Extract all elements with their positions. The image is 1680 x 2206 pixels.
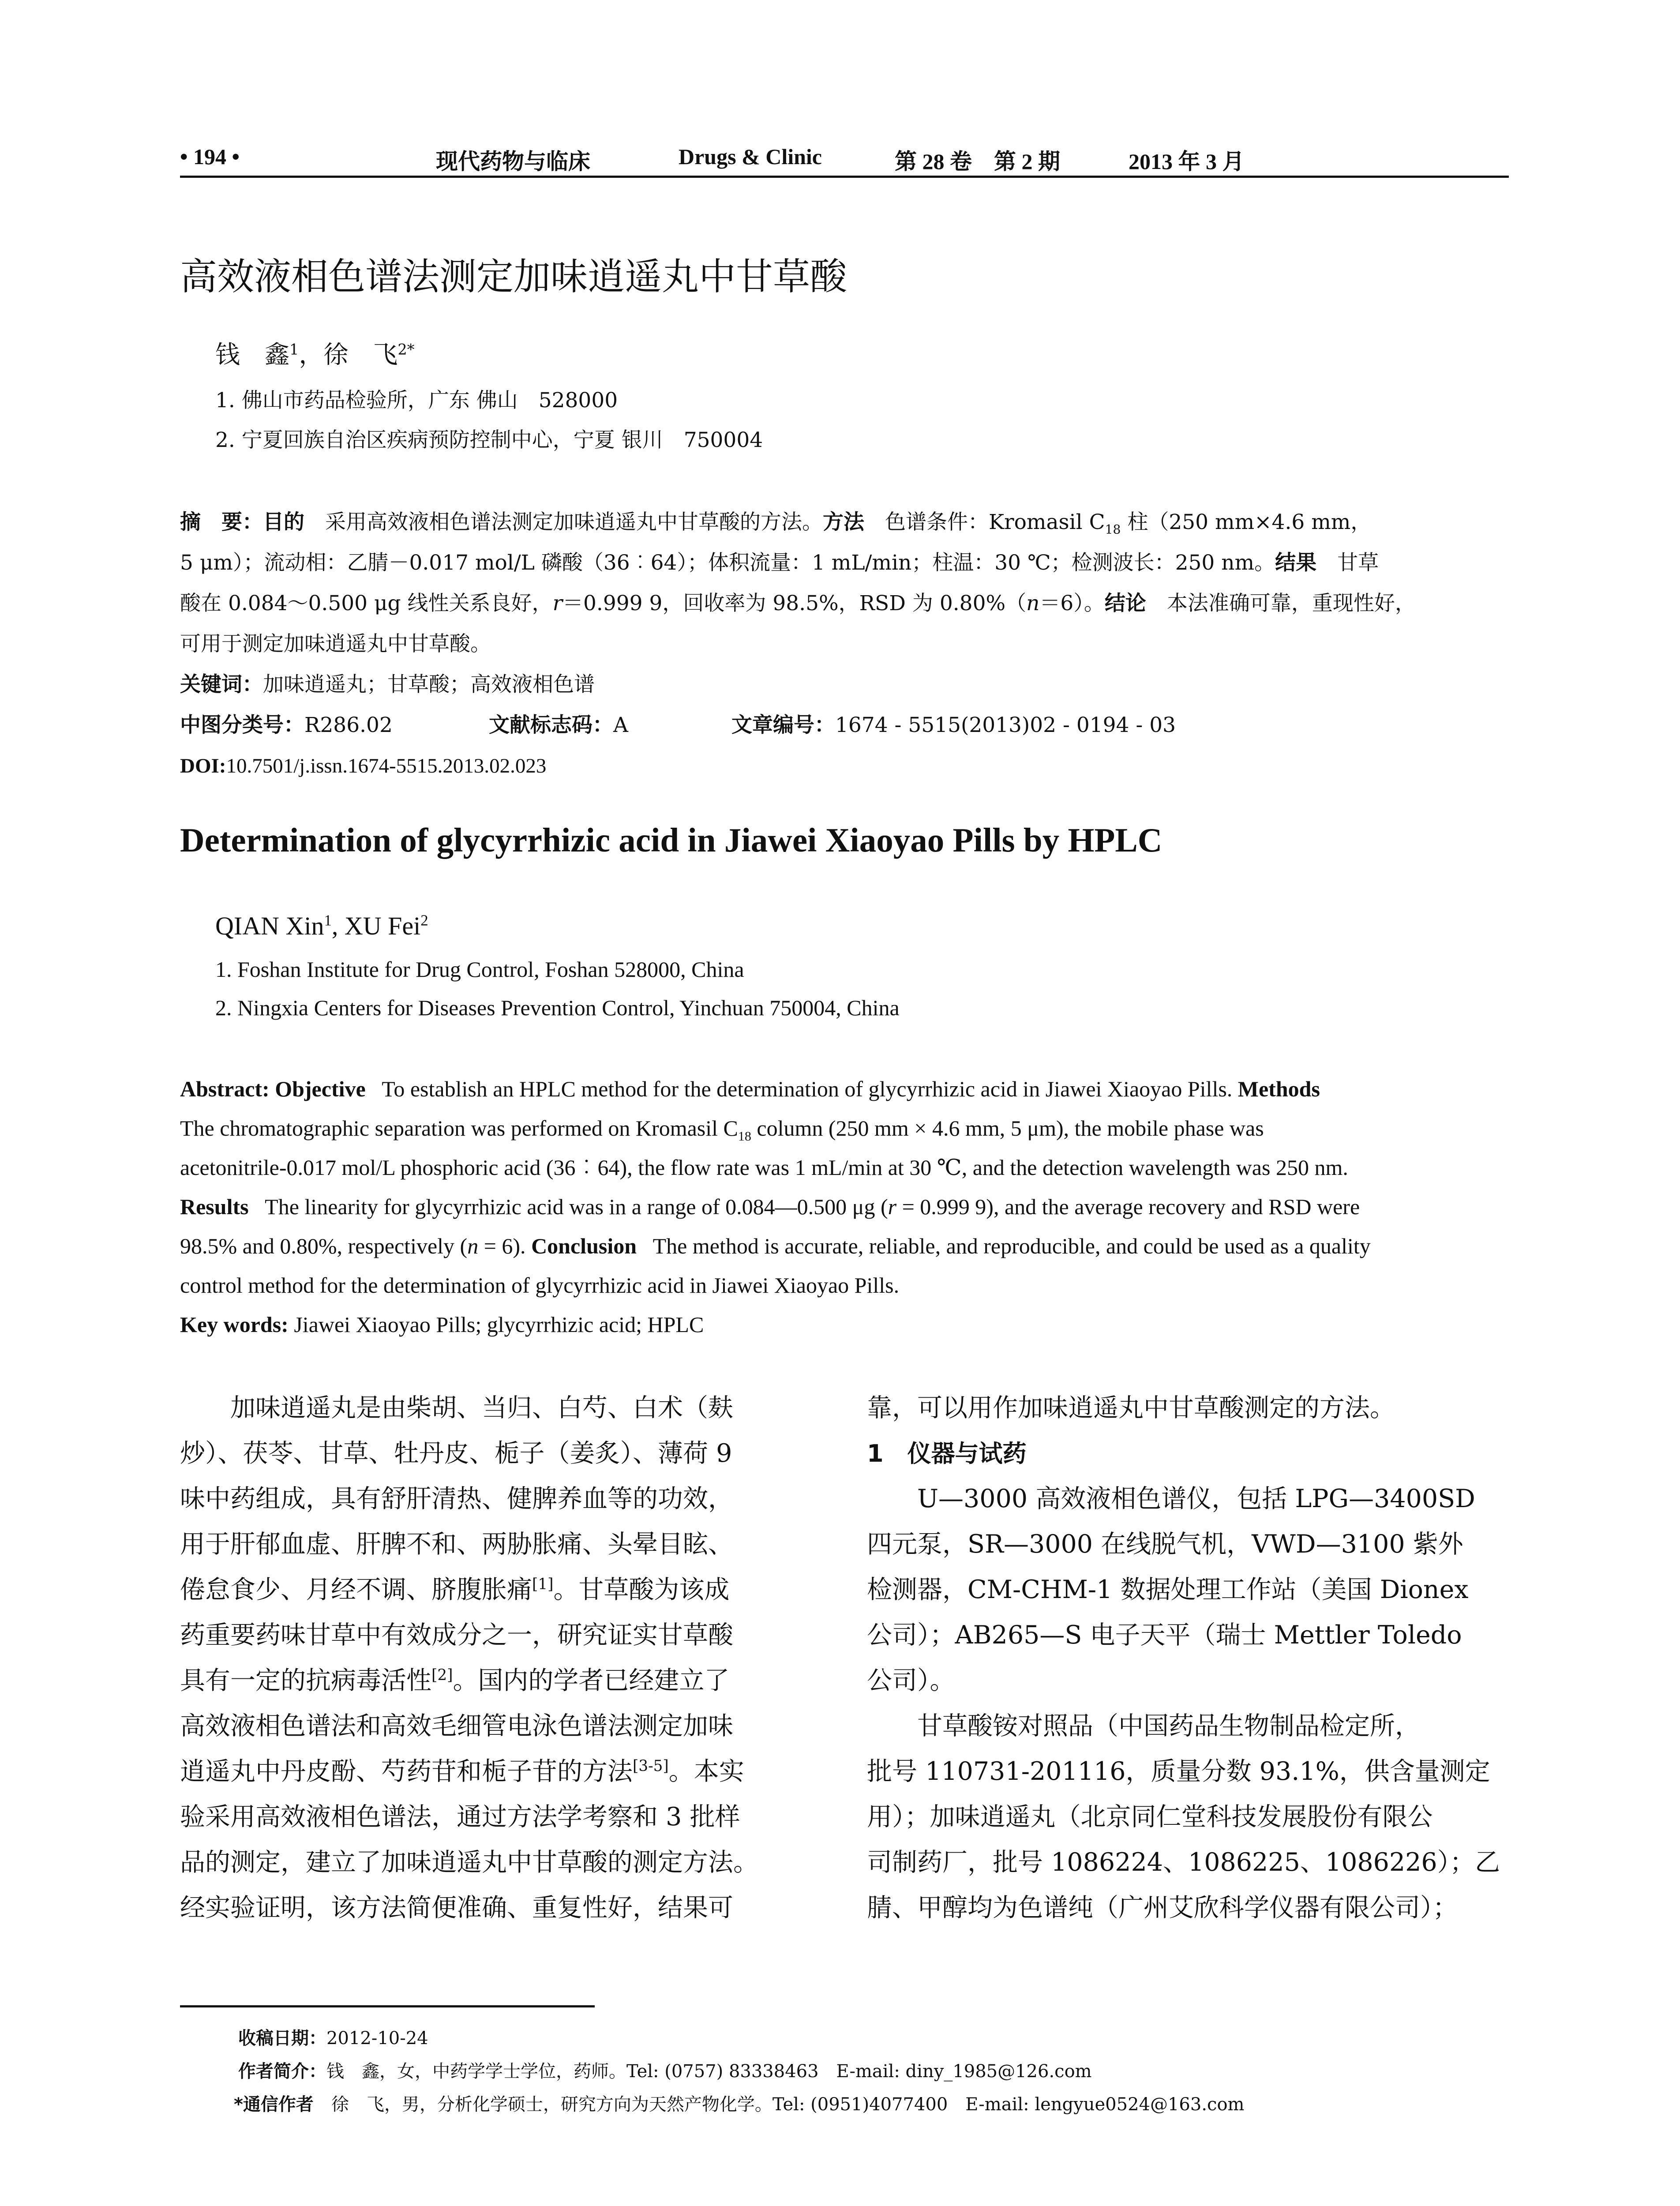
en-abstract-line-5 (180, 1227, 1509, 1266)
cn-method-sub: 18 (1105, 522, 1121, 537)
en-methods-label: Methods (1232, 1077, 1320, 1101)
cn-doccode-label: 文献标志码： (489, 713, 613, 737)
en-abstract-line-2-b: column (250 mm × 4.6 mm, 5 μm), the mobile phase was (751, 1116, 1264, 1141)
cn-doi-label: DOI: (180, 754, 226, 777)
cn-article-number (731, 705, 1176, 746)
cn-keywords (180, 664, 1509, 705)
body-right-line: 靠，可以用作加味逍遥丸中甘草酸测定的方法。 (867, 1393, 1395, 1422)
cn-clc-label: 中图分类号： (180, 713, 304, 737)
cn-author-1: 钱 鑫 (215, 341, 289, 369)
journal-en: Drugs & Clinic (679, 144, 822, 169)
body-left-line: 验采用高效液相色谱法，通过方法学考察和 3 批样 (180, 1802, 740, 1831)
cn-authors (215, 335, 415, 371)
en-abstract-line-1 (180, 1069, 1509, 1109)
body-left-line-4a: 倦怠食少、月经不调、脐腹胀痛 (180, 1575, 532, 1604)
cn-conclusion-text: 本法准确可靠，重现性好， (1146, 591, 1416, 615)
en-keywords-text: Jiawei Xiaoyao Pills; glycyrrhizic acid; HPLC (288, 1312, 704, 1337)
cn-keywords-label: 关键词： (180, 672, 263, 697)
footnote-received (238, 2024, 428, 2049)
body-left-line: 加味逍遥丸是由柴胡、当归、白芍、白术（麸 (180, 1393, 733, 1422)
running-header (180, 140, 1509, 174)
footnote-corresponding (234, 2090, 1244, 2116)
en-author-2-sup: 2 (420, 912, 428, 929)
cn-doccode (489, 705, 628, 746)
cn-method-text-b: 柱（250 mm×4.6 mm， (1121, 510, 1372, 534)
cn-doi (180, 746, 1509, 786)
en-abstract-line-4-a: The linearity for glycyrrhizic acid was in a range of 0.084—0.500 μg ( (248, 1194, 888, 1219)
en-abstract-line-5-b: = 6). (478, 1234, 526, 1258)
body-left-line: 用于肝郁血虚、肝脾不和、两胁胀痛、头晕目眩、 (180, 1530, 733, 1559)
en-affiliation-2: 2. Ningxia Centers for Diseases Prevention Control, Yinchuan 750004, China (215, 995, 900, 1020)
body-left-line (180, 1749, 820, 1794)
footnote-received-label: 收稿日期： (238, 2028, 326, 2048)
en-abstract (180, 1069, 1509, 1344)
cn-method-text-a: 色谱条件：Kromasil C (864, 510, 1105, 534)
issue-date: 2013 年 3 月 (1129, 149, 1245, 174)
cn-author-sep: ， (299, 341, 324, 369)
cn-abstract-line-3-b: ＝0.999 9，回收率为 98.5%，RSD 为 0.80%（ (562, 591, 1027, 615)
cn-abstract-line-3-c: ＝6）。 (1039, 591, 1105, 615)
body-right-line: 公司）；AB265—S 电子天平（瑞士 Mettler Toledo (867, 1621, 1462, 1650)
cn-title: 高效液相色谱法测定加味逍遥丸中甘草酸 (180, 255, 848, 298)
en-abstract-line-4 (180, 1187, 1509, 1227)
body-right-column (867, 1385, 1509, 1932)
cn-article-value: 1674 - 5515(2013)02 - 0194 - 03 (835, 713, 1176, 737)
en-affiliation-1: 1. Foshan Institute for Drug Control, Foshan 528000, China (215, 957, 744, 982)
cn-doccode-value: A (613, 713, 628, 737)
en-abstract-line-5-a: 98.5% and 0.80%, respectively ( (180, 1234, 468, 1258)
body-right-line: 检测器，CM-CHM-1 数据处理工作站（美国 Dionex (867, 1575, 1469, 1604)
en-abstract-line-5-c: The method is accurate, reliable, and reproducible, and could be used as a quality (637, 1234, 1371, 1258)
en-conclusion-label: Conclusion (525, 1234, 637, 1258)
body-left-line: 品的测定，建立了加味逍遥丸中甘草酸的测定方法。 (180, 1848, 758, 1877)
cn-doi-value: 10.7501/j.issn.1674-5515.2013.02.023 (226, 754, 547, 777)
cn-abstract-line-2 (180, 543, 1509, 583)
en-keywords (180, 1305, 1509, 1344)
en-abstract-line-4-b: = 0.999 9), and the average recovery and RSD were (896, 1194, 1360, 1219)
cn-abstract-label: 摘 要： (180, 510, 263, 534)
en-author-2: XU Fei (344, 912, 421, 940)
body-right-line: 公司）。 (867, 1666, 955, 1695)
en-abstract-line-2-a: The chromatographic separation was performed on Kromasil C (180, 1116, 738, 1141)
en-abstract-r: r (888, 1194, 897, 1219)
cn-method-label: 方法 (823, 510, 864, 534)
body-left-line: 味中药组成，具有舒肝清热、健脾养血等的功效， (180, 1484, 733, 1513)
cn-abstract-line-3 (180, 583, 1509, 624)
cn-abstract-r: r (552, 591, 563, 615)
cn-keywords-text: 加味逍遥丸；甘草酸；高效液相色谱 (263, 672, 595, 697)
cn-objective-text: 采用高效液相色谱法测定加味逍遥丸中甘草酸的方法。 (304, 510, 823, 534)
footnote-received-value: 2012-10-24 (326, 2028, 428, 2048)
body-left-line: 经实验证明，该方法简便准确、重复性好，结果可 (180, 1893, 733, 1922)
footnote-author-value: 钱 鑫，女，中药学学士学位，药师。Tel: (0757) 83338463 E-mail: diny_1985@126.com (326, 2061, 1092, 2082)
citation-3-5: [3-5] (633, 1757, 669, 1775)
en-abstract-line-6: control method for the determination of glycyrrhizic acid in Jiawei Xiaoyao Pills. (180, 1273, 900, 1298)
body-left-line: 高效液相色谱法和高效毛细管电泳色谱法测定加味 (180, 1711, 733, 1741)
cn-article-label: 文章编号： (731, 713, 835, 737)
body-left-column (180, 1385, 820, 1932)
cn-abstract-n: n (1026, 591, 1040, 615)
body-left-line: 药重要药味甘草中有效成分之一，研究证实甘草酸 (180, 1621, 733, 1650)
citation-2: [2] (431, 1666, 453, 1684)
header-rule (180, 176, 1509, 178)
cn-abstract-line-3-a: 酸在 0.084～0.500 μg 线性关系良好， (180, 591, 553, 615)
cn-clc-value: R286.02 (304, 713, 393, 737)
body-left-line-8b: 。本实 (668, 1757, 744, 1786)
cn-clc (180, 705, 393, 746)
en-abstract-line-2-sub: 18 (738, 1129, 751, 1144)
cn-abstract-line-4: 可用于测定加味逍遥丸中甘草酸。 (180, 632, 491, 656)
cn-objective-label: 目的 (263, 510, 304, 534)
body-right-line: 用）；加味逍遥丸（北京同仁堂科技发展股份有限公 (867, 1802, 1433, 1831)
body-right-line: 司制药厂，批号 1086224、1086225、1086226）；乙 (867, 1848, 1500, 1877)
journal-cn: 现代药物与临床 (436, 148, 590, 174)
en-abstract-n: n (467, 1234, 479, 1258)
body-right-line: 甘草酸铵对照品（中国药品生物制品检定所， (867, 1711, 1420, 1741)
body-right-line: 腈、甲醇均为色谱纯（广州艾欣科学仪器有限公司）； (867, 1893, 1458, 1922)
en-keywords-label: Key words: (180, 1312, 289, 1337)
en-title: Determination of glycyrrhizic acid in Jiawei Xiaoyao Pills by HPLC (180, 821, 1162, 859)
cn-author-2-sup: 2* (398, 341, 415, 358)
en-author-1: QIAN Xin (215, 912, 324, 940)
body-right-line: U—3000 高效液相色谱仪，包括 LPG—3400SD (867, 1484, 1475, 1513)
footnote-rule (180, 2005, 595, 2007)
cn-author-2: 徐 飞 (323, 341, 398, 369)
footnote-author-label: 作者简介： (238, 2061, 326, 2082)
body-left-line (180, 1658, 820, 1703)
en-abstract-line-3: acetonitrile-0.017 mol/L phosphoric acid (36︰64), the flow rate was 1 mL/min at 30 ℃, and the detection wavelength was 250 nm. (180, 1155, 1348, 1180)
cn-conclusion-label: 结论 (1104, 591, 1146, 615)
en-author-1-sup: 1 (324, 912, 332, 929)
body-left-line (180, 1567, 820, 1613)
body-left-line-8a: 逍遥丸中丹皮酚、芍药苷和栀子苷的方法 (180, 1757, 633, 1786)
cn-affiliation-2: 2. 宁夏回族自治区疾病预防控制中心，宁夏 银川 750004 (215, 428, 763, 452)
page-number: • 194 • (180, 144, 240, 169)
en-results-label: Results (180, 1194, 249, 1219)
en-abstract-label: Abstract: Objective (180, 1077, 366, 1101)
footnote-author (238, 2057, 1092, 2082)
cn-result-label: 结果 (1275, 551, 1317, 575)
cn-abstract-line-1 (180, 502, 1509, 543)
cn-classification (180, 705, 1509, 746)
body-right-line: 批号 110731-201116，质量分数 93.1%，供含量测定 (867, 1757, 1490, 1786)
en-author-sep: , (331, 912, 345, 940)
body-left-line-6a: 具有一定的抗病毒活性 (180, 1666, 431, 1695)
body-right-line: 四元泵，SR—3000 在线脱气机，VWD—3100 紫外 (867, 1530, 1463, 1559)
en-abstract-line-1-text: To establish an HPLC method for the determination of glycyrrhizic acid in Jiawei Xiaoyao Pills. (365, 1077, 1233, 1101)
footnote-corresponding-label: *通信作者 (234, 2094, 314, 2115)
cn-affiliation-1: 1. 佛山市药品检验所，广东 佛山 528000 (215, 388, 618, 413)
en-abstract-line-2 (180, 1109, 1509, 1148)
cn-result-text-a: 甘草 (1316, 551, 1379, 575)
body-left-line-4b: 。甘草酸为该成 (553, 1575, 730, 1604)
en-authors (215, 911, 428, 941)
body-left-line-6b: 。国内的学者已经建立了 (453, 1666, 730, 1695)
citation-1: [1] (532, 1576, 554, 1593)
footnote-corresponding-value: 徐 飞，男，分析化学硕士，研究方向为天然产物化学。Tel: (0951)4077400 E-mail: lengyue0524@163.com (313, 2094, 1245, 2115)
cn-author-1-sup: 1 (289, 341, 299, 358)
cn-abstract (180, 502, 1509, 786)
body-left-line: 炒）、茯苓、甘草、牡丹皮、栀子（姜炙）、薄荷 9 (180, 1439, 732, 1468)
section-heading: 1 仪器与试药 (867, 1440, 1027, 1467)
volume-issue: 第 28 卷 第 2 期 (895, 149, 1060, 174)
cn-abstract-line-2-text: 5 μm）；流动相：乙腈－0.017 mol/L 磷酸（36︰64）；体积流量：1 mL/min；柱温：30 ℃；检测波长：250 nm。 (180, 551, 1275, 575)
